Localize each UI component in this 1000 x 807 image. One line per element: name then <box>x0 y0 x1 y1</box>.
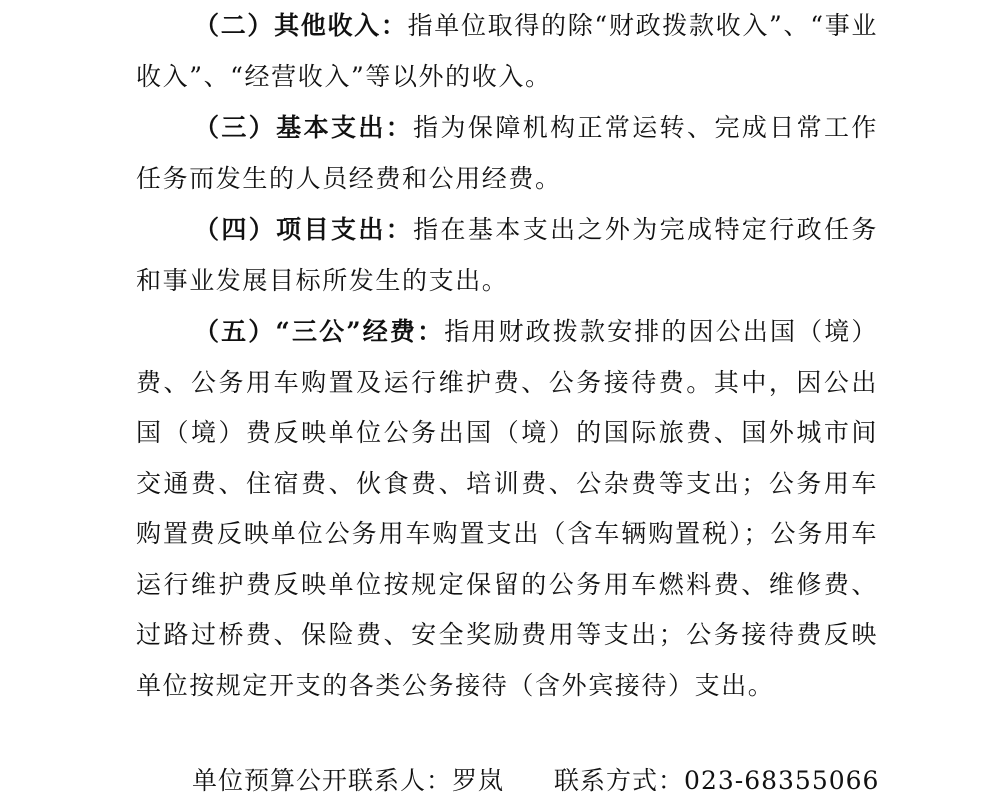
paragraph-basic-expenditure <box>136 102 878 204</box>
paragraph-text: 指用财政拨款安排的因公出国（境）费、公务用车购置及运行维护费、公务接待费。其中，因公出国（境）费反映单位公务出国（境）的国际旅费、国外城市间交通费、住宿费、伙食费、培训费、公杂费等支出；公务用车购置费反映单位公务用车购置支出（含车辆购置税）；公务用车运行维护费反映单位按规定保留的公务用车燃料费、维修费、过路过桥费、保险费、安全奖励费用等支出；公务接待费反映单位按规定开支的各类公务接待（含外宾接待）支出。 <box>136 317 878 700</box>
document-body <box>136 0 878 711</box>
paragraph-three-public-expenses <box>136 306 878 711</box>
paragraph-project-expenditure <box>136 204 878 306</box>
paragraph-text: 指在基本支出之外为完成特定行政任务和事业发展目标所发生的支出。 <box>136 215 878 295</box>
paragraph-other-income <box>136 0 878 102</box>
contact-person-name: 罗岚 <box>452 766 505 795</box>
paragraph-heading: （五）“三公”经费： <box>194 317 445 346</box>
contact-phone: 023-68355066 <box>684 766 880 795</box>
paragraph-heading: （二）其他收入： <box>194 11 408 40</box>
contact-method-label: 联系方式： <box>554 766 685 795</box>
paragraph-heading: （三）基本支出： <box>194 113 414 142</box>
contact-line <box>192 756 879 806</box>
paragraph-text: 指为保障机构正常运转、完成日常工作任务而发生的人员经费和公用经费。 <box>136 113 878 193</box>
paragraph-heading: （四）项目支出： <box>194 215 414 244</box>
contact-person-label: 单位预算公开联系人： <box>192 766 453 795</box>
paragraph-text: 指单位取得的除“财政拨款收入”、“事业收入”、“经营收入”等以外的收入。 <box>136 11 878 91</box>
